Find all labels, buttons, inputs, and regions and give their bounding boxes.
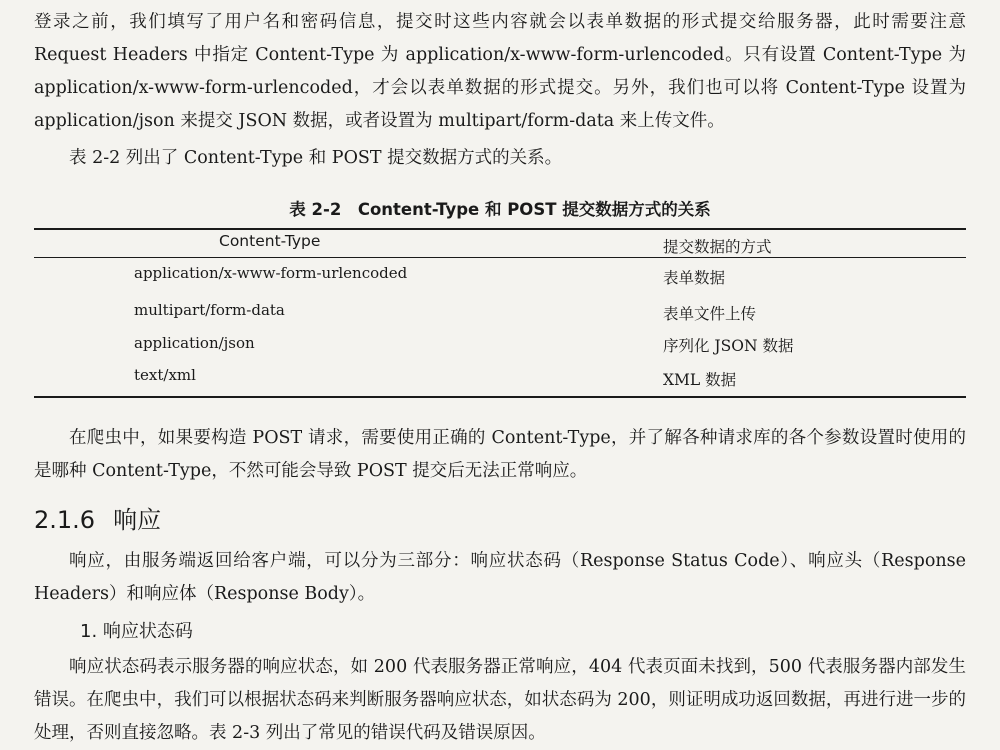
response-paragraph: 响应，由服务端返回给客户端，可以分为三部分：响应状态码（Response Status Code）、响应头（Response Headers）和响应体（Response Body）。 <box>34 551 966 604</box>
status-code-paragraph: 响应状态码表示服务器的响应状态，如 200 代表服务器正常响应，404 代表页面未找到，500 代表服务器内部发生错误。在爬虫中，我们可以根据状态码来判断服务器响应状态，如状态码为 200，则证明成功返回数据，再进行进一步的处理，否则直接忽略。表 2-3 列出了常见的错误代码及错误原因。 <box>34 657 966 743</box>
subsection-heading: 1. 响应状态码 <box>80 621 193 642</box>
table-row-3-method: XML 数据 <box>663 371 737 389</box>
section-title: 响应 <box>113 506 162 534</box>
table-header-content-type: Content-Type <box>219 232 321 250</box>
section-heading <box>34 500 161 535</box>
table-header-submit-method: 提交数据的方式 <box>663 238 772 256</box>
table-bottom-rule <box>34 396 966 398</box>
table-row-2-method: 序列化 JSON 数据 <box>663 337 794 355</box>
table-header-rule <box>34 257 966 258</box>
table-row-2-content-type: application/json <box>134 334 255 352</box>
table-row-0-content-type: application/x-www-form-urlencoded <box>134 264 408 282</box>
table-caption: 表 2-2 Content-Type 和 POST 提交数据方式的关系 <box>289 200 711 219</box>
table-row-1-content-type: multipart/form-data <box>134 301 285 319</box>
intro-paragraph: 登录之前，我们填写了用户名和密码信息，提交时这些内容就会以表单数据的形式提交给服务器，此时需要注意 Request Headers 中指定 Content-Type 为 application/x-www-form-urlencoded。只有设置 Content-Type 为 application/x-www-form-urlencoded，才会以表单数据的形式提交。另外，我们也可以将 Content-Type 设置为 application/json 来提交 JSON 数据，或者设置为 multipart/form-data 来上传文件。 <box>34 12 966 131</box>
table-row-1-method: 表单文件上传 <box>663 305 757 323</box>
crawler-paragraph: 在爬虫中，如果要构造 POST 请求，需要使用正确的 Content-Type，并了解各种请求库的各个参数设置时使用的是哪种 Content-Type，不然可能会导致 POST 提交后无法正常响应。 <box>34 428 966 481</box>
table-row-3-content-type: text/xml <box>134 366 196 384</box>
section-number: 2.1.6 <box>34 506 96 534</box>
table-row-0-method: 表单数据 <box>663 269 726 287</box>
table-top-rule <box>34 228 966 230</box>
table-reference-paragraph: 表 2-2 列出了 Content-Type 和 POST 提交数据方式的关系。 <box>69 148 563 168</box>
